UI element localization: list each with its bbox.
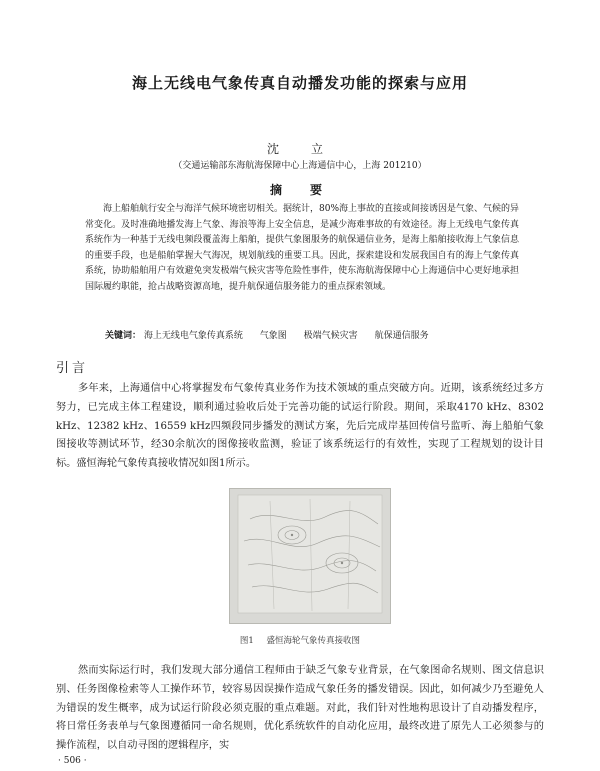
figure-caption-text: 盛恒海轮气象传真接收图 xyxy=(266,636,361,646)
body-paragraph: 然而实际运行时，我们发现大部分通信工程师由于缺乏气象专业背景，在气象图命名规则、图文信息识别、任务图像检索等人工操作环节，较容易因误操作造成气象任务的播发错误。因此，如何减少乃至避免人为错误的发生概率，成为试运行阶段必须克服的重点难题。对此，我们针对性地构思设计了自动播发程序，将日常任务表单与气象图遵循同一命名规则，优化系统软件的自动化应用，最终改进了原先人工必须参与的操作流程，以自动寻图的逻辑程序，实 xyxy=(56,665,544,752)
abstract-heading: 摘 要 xyxy=(269,183,330,197)
keyword-item: 海上无线电气象传真系统 xyxy=(143,331,243,341)
keyword-item: 气象图 xyxy=(259,331,287,341)
abstract-body xyxy=(85,202,519,296)
intro-paragraph: 多年来，上海通信中心将掌握发布气象传真业务作为技术领域的重点突破方向。近期，该系统经过多方努力，已完成主体工程建设，顺利通过验收后处于完善功能的试运行阶段。期间，采取4170 kHz、8302 kHz、12382 kHz、16559 kHz四频段同步播发的测试方案，先后完成岸基回传信号监听、海上船舶气象图接收等测试环节，经30余航次的图像接收监测，验证了该系统运行的有效性，实现了工程规划的设计目标。盛恒海轮气象传真接收情况如图1所示。 xyxy=(56,383,544,470)
author-name: 沈 立 xyxy=(266,142,333,156)
keywords-line xyxy=(105,329,525,343)
body-section xyxy=(56,662,544,756)
paper-title: 海上无线电气象传真自动播发功能的探索与应用 xyxy=(131,74,468,92)
affiliation: （交通运输部东海航海保障中心上海通信中心，上海 201210） xyxy=(173,161,427,171)
figure-caption xyxy=(0,634,600,646)
page-number: · 506 · xyxy=(58,756,87,766)
weather-fax-figure xyxy=(229,488,391,624)
keyword-item: 航保通信服务 xyxy=(374,331,429,341)
keyword-item: 极端气候灾害 xyxy=(303,331,358,341)
abstract-text: 海上船舶航行安全与海洋气候环境密切相关。据统计，80%海上事故的直接或间接诱因是气象、气候的异常变化。及时准确地播发海上气象、海浪等海上安全信息，是减少海难事故的有效途径。海上无线电气象传真系统作为一种基于无线电频段覆盖海上船舶，提供气象图服务的航保通信业务，是海上船舶接收海上气象信息的重要手段，也是船舶掌握大气海况，规划航线的重要工具。因此，探索建设和发展我国自有的海上气象传真系统，协助船舶用户有效避免突发极端气候灾害等危险性事件，使东海航海保障中心上海通信中心更好地承担国际履约职能，抢占战略资源高地，提升航保通信服务能力的重点探索领域。 xyxy=(85,204,520,292)
weather-fax-image xyxy=(230,489,390,623)
keywords-label: 关键词： xyxy=(105,331,142,341)
figure-number: 图1 xyxy=(239,636,254,646)
section-heading: 引言 xyxy=(56,361,89,376)
intro-section xyxy=(56,380,544,474)
